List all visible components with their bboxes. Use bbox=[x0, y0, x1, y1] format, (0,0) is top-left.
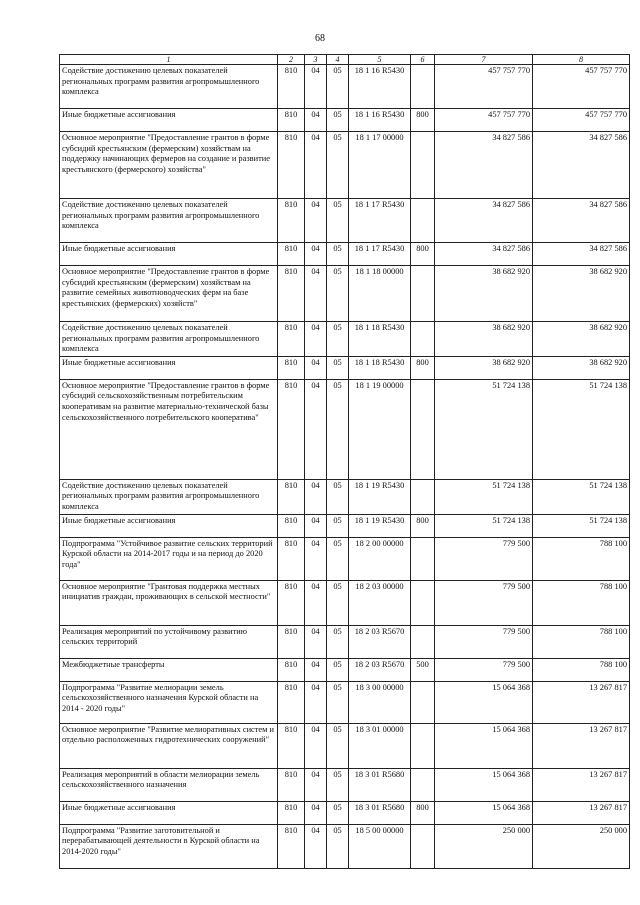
table-row bbox=[60, 132, 630, 199]
section-code: 04 bbox=[305, 356, 327, 379]
row-name: Иные бюджетные ассигнования bbox=[60, 243, 278, 266]
row-name: Содействие достижению целевых показателей региональных программ развития агропромышленного комплекса bbox=[60, 322, 278, 357]
amount-year-2: 13 267 817 bbox=[533, 723, 630, 768]
page-number: 68 bbox=[315, 33, 325, 44]
subsection-code: 05 bbox=[327, 109, 349, 132]
section-code: 04 bbox=[305, 681, 327, 723]
table-row bbox=[60, 109, 630, 132]
target-article-code: 18 1 19 R5430 bbox=[349, 514, 411, 537]
budget-table bbox=[59, 54, 630, 869]
column-header: 4 bbox=[327, 55, 349, 65]
subsection-code: 05 bbox=[327, 625, 349, 658]
amount-year-1: 15 064 368 bbox=[435, 723, 533, 768]
target-article-code: 18 1 19 00000 bbox=[349, 379, 411, 479]
row-name: Иные бюджетные ассигнования bbox=[60, 801, 278, 824]
amount-year-2: 38 682 920 bbox=[533, 266, 630, 322]
amount-year-1: 51 724 138 bbox=[435, 379, 533, 479]
table-row bbox=[60, 514, 630, 537]
target-article-code: 18 1 16 R5430 bbox=[349, 65, 411, 109]
amount-year-2: 457 757 770 bbox=[533, 109, 630, 132]
subsection-code: 05 bbox=[327, 266, 349, 322]
subsection-code: 05 bbox=[327, 801, 349, 824]
row-name: Основное мероприятие "Развитие мелиоративных систем и отдельно расположенных гидротехнических сооружений" bbox=[60, 723, 278, 768]
table-row bbox=[60, 537, 630, 580]
expense-type-code bbox=[411, 322, 435, 357]
expense-type-code bbox=[411, 723, 435, 768]
section-code: 04 bbox=[305, 658, 327, 681]
table-row bbox=[60, 322, 630, 357]
amount-year-1: 34 827 586 bbox=[435, 243, 533, 266]
row-name: Подпрограмма "Развитие заготовительной и перерабатывающей деятельности в Курской области на 2014-2020 годы" bbox=[60, 824, 278, 868]
target-article-code: 18 1 18 R5430 bbox=[349, 356, 411, 379]
row-name: Иные бюджетные ассигнования bbox=[60, 109, 278, 132]
amount-year-2: 788 100 bbox=[533, 625, 630, 658]
target-article-code: 18 1 17 00000 bbox=[349, 132, 411, 199]
table-row bbox=[60, 379, 630, 479]
section-code: 04 bbox=[305, 132, 327, 199]
ministry-code: 810 bbox=[278, 580, 305, 625]
expense-type-code: 500 bbox=[411, 658, 435, 681]
amount-year-1: 779 500 bbox=[435, 537, 533, 580]
ministry-code: 810 bbox=[278, 479, 305, 514]
subsection-code: 05 bbox=[327, 356, 349, 379]
row-name: Межбюджетные трансферты bbox=[60, 658, 278, 681]
row-name: Содействие достижению целевых показателей региональных программ развития агропромышленного комплекса bbox=[60, 479, 278, 514]
section-code: 04 bbox=[305, 266, 327, 322]
amount-year-1: 779 500 bbox=[435, 580, 533, 625]
subsection-code: 05 bbox=[327, 824, 349, 868]
amount-year-2: 457 757 770 bbox=[533, 65, 630, 109]
expense-type-code bbox=[411, 824, 435, 868]
section-code: 04 bbox=[305, 322, 327, 357]
expense-type-code bbox=[411, 65, 435, 109]
amount-year-1: 34 827 586 bbox=[435, 199, 533, 243]
amount-year-2: 13 267 817 bbox=[533, 801, 630, 824]
amount-year-1: 457 757 770 bbox=[435, 65, 533, 109]
section-code: 04 bbox=[305, 109, 327, 132]
row-name: Основное мероприятие "Предоставление грантов в форме субсидий крестьянским (фермерским) хозяйствам на развитие семейных животноводческих ферм на базе крестьянских (фермерских) хозяйств" bbox=[60, 266, 278, 322]
expense-type-code: 800 bbox=[411, 243, 435, 266]
amount-year-1: 38 682 920 bbox=[435, 266, 533, 322]
table-row bbox=[60, 824, 630, 868]
target-article-code: 18 1 16 R5430 bbox=[349, 109, 411, 132]
ministry-code: 810 bbox=[278, 65, 305, 109]
ministry-code: 810 bbox=[278, 801, 305, 824]
amount-year-1: 779 500 bbox=[435, 658, 533, 681]
target-article-code: 18 2 03 R5670 bbox=[349, 625, 411, 658]
expense-type-code bbox=[411, 681, 435, 723]
table-row bbox=[60, 65, 630, 109]
table-row bbox=[60, 625, 630, 658]
target-article-code: 18 1 17 R5430 bbox=[349, 243, 411, 266]
section-code: 04 bbox=[305, 379, 327, 479]
ministry-code: 810 bbox=[278, 658, 305, 681]
ministry-code: 810 bbox=[278, 109, 305, 132]
row-name: Реализация мероприятий по устойчивому развитию сельских территорий bbox=[60, 625, 278, 658]
section-code: 04 bbox=[305, 723, 327, 768]
table-row bbox=[60, 199, 630, 243]
amount-year-2: 250 000 bbox=[533, 824, 630, 868]
row-name: Основное мероприятие "Предоставление грантов в форме субсидий крестьянским (фермерским) хозяйствам на поддержку начинающих фермеров на создание и развитие крестьянского (фермерского) хозяйства" bbox=[60, 132, 278, 199]
amount-year-2: 788 100 bbox=[533, 537, 630, 580]
amount-year-1: 51 724 138 bbox=[435, 479, 533, 514]
column-header: 7 bbox=[435, 55, 533, 65]
ministry-code: 810 bbox=[278, 537, 305, 580]
section-code: 04 bbox=[305, 514, 327, 537]
subsection-code: 05 bbox=[327, 580, 349, 625]
ministry-code: 810 bbox=[278, 723, 305, 768]
subsection-code: 05 bbox=[327, 65, 349, 109]
table-row bbox=[60, 243, 630, 266]
row-name: Подпрограмма "Устойчивое развитие сельских территорий Курской области на 2014-2017 годы и на период до 2020 года" bbox=[60, 537, 278, 580]
table-row bbox=[60, 266, 630, 322]
amount-year-2: 13 267 817 bbox=[533, 681, 630, 723]
amount-year-2: 38 682 920 bbox=[533, 322, 630, 357]
target-article-code: 18 1 18 00000 bbox=[349, 266, 411, 322]
expense-type-code bbox=[411, 266, 435, 322]
table-body bbox=[60, 65, 630, 869]
subsection-code: 05 bbox=[327, 243, 349, 266]
target-article-code: 18 3 01 R5680 bbox=[349, 768, 411, 801]
amount-year-1: 15 064 368 bbox=[435, 681, 533, 723]
expense-type-code: 800 bbox=[411, 356, 435, 379]
ministry-code: 810 bbox=[278, 514, 305, 537]
amount-year-2: 34 827 586 bbox=[533, 243, 630, 266]
section-code: 04 bbox=[305, 199, 327, 243]
section-code: 04 bbox=[305, 537, 327, 580]
section-code: 04 bbox=[305, 243, 327, 266]
section-code: 04 bbox=[305, 801, 327, 824]
target-article-code: 18 3 00 00000 bbox=[349, 681, 411, 723]
ministry-code: 810 bbox=[278, 199, 305, 243]
column-header: 1 bbox=[60, 55, 278, 65]
expense-type-code bbox=[411, 625, 435, 658]
section-code: 04 bbox=[305, 479, 327, 514]
subsection-code: 05 bbox=[327, 132, 349, 199]
subsection-code: 05 bbox=[327, 514, 349, 537]
amount-year-1: 457 757 770 bbox=[435, 109, 533, 132]
table-row bbox=[60, 479, 630, 514]
amount-year-2: 34 827 586 bbox=[533, 199, 630, 243]
row-name: Реализация мероприятий в области мелиорации земель сельскохозяйственного назначения bbox=[60, 768, 278, 801]
amount-year-2: 51 724 138 bbox=[533, 379, 630, 479]
row-name: Основное мероприятие "Грантовая поддержка местных инициатив граждан, проживающих в сельской местности" bbox=[60, 580, 278, 625]
expense-type-code bbox=[411, 199, 435, 243]
subsection-code: 05 bbox=[327, 537, 349, 580]
section-code: 04 bbox=[305, 625, 327, 658]
amount-year-1: 38 682 920 bbox=[435, 356, 533, 379]
column-header: 2 bbox=[278, 55, 305, 65]
section-code: 04 bbox=[305, 768, 327, 801]
target-article-code: 18 3 01 00000 bbox=[349, 723, 411, 768]
target-article-code: 18 5 00 00000 bbox=[349, 824, 411, 868]
table-row bbox=[60, 580, 630, 625]
table-row bbox=[60, 681, 630, 723]
target-article-code: 18 2 03 R5670 bbox=[349, 658, 411, 681]
expense-type-code bbox=[411, 479, 435, 514]
amount-year-2: 788 100 bbox=[533, 658, 630, 681]
table-row bbox=[60, 658, 630, 681]
column-header: 3 bbox=[305, 55, 327, 65]
row-name: Иные бюджетные ассигнования bbox=[60, 356, 278, 379]
ministry-code: 810 bbox=[278, 768, 305, 801]
table-row bbox=[60, 723, 630, 768]
ministry-code: 810 bbox=[278, 322, 305, 357]
subsection-code: 05 bbox=[327, 723, 349, 768]
amount-year-2: 788 100 bbox=[533, 580, 630, 625]
column-header: 5 bbox=[349, 55, 411, 65]
amount-year-1: 15 064 368 bbox=[435, 768, 533, 801]
amount-year-2: 51 724 138 bbox=[533, 479, 630, 514]
amount-year-1: 38 682 920 bbox=[435, 322, 533, 357]
subsection-code: 05 bbox=[327, 322, 349, 357]
expense-type-code bbox=[411, 537, 435, 580]
table-header-row bbox=[60, 55, 630, 65]
amount-year-1: 15 064 368 bbox=[435, 801, 533, 824]
subsection-code: 05 bbox=[327, 479, 349, 514]
amount-year-2: 13 267 817 bbox=[533, 768, 630, 801]
expense-type-code: 800 bbox=[411, 514, 435, 537]
amount-year-1: 250 000 bbox=[435, 824, 533, 868]
subsection-code: 05 bbox=[327, 681, 349, 723]
expense-type-code bbox=[411, 132, 435, 199]
amount-year-2: 38 682 920 bbox=[533, 356, 630, 379]
ministry-code: 810 bbox=[278, 379, 305, 479]
ministry-code: 810 bbox=[278, 625, 305, 658]
subsection-code: 05 bbox=[327, 658, 349, 681]
row-name: Содействие достижению целевых показателей региональных программ развития агропромышленного комплекса bbox=[60, 199, 278, 243]
subsection-code: 05 bbox=[327, 199, 349, 243]
amount-year-2: 34 827 586 bbox=[533, 132, 630, 199]
table-row bbox=[60, 356, 630, 379]
column-header: 8 bbox=[533, 55, 630, 65]
target-article-code: 18 3 01 R5680 bbox=[349, 801, 411, 824]
target-article-code: 18 1 19 R5430 bbox=[349, 479, 411, 514]
row-name: Содействие достижению целевых показателей региональных программ развития агропромышленного комплекса bbox=[60, 65, 278, 109]
row-name: Иные бюджетные ассигнования bbox=[60, 514, 278, 537]
section-code: 04 bbox=[305, 65, 327, 109]
ministry-code: 810 bbox=[278, 824, 305, 868]
table-row bbox=[60, 801, 630, 824]
subsection-code: 05 bbox=[327, 379, 349, 479]
ministry-code: 810 bbox=[278, 266, 305, 322]
expense-type-code bbox=[411, 379, 435, 479]
section-code: 04 bbox=[305, 824, 327, 868]
amount-year-2: 51 724 138 bbox=[533, 514, 630, 537]
table-row bbox=[60, 768, 630, 801]
target-article-code: 18 1 17 R5430 bbox=[349, 199, 411, 243]
target-article-code: 18 1 18 R5430 bbox=[349, 322, 411, 357]
amount-year-1: 34 827 586 bbox=[435, 132, 533, 199]
expense-type-code bbox=[411, 580, 435, 625]
target-article-code: 18 2 00 00000 bbox=[349, 537, 411, 580]
expense-type-code: 800 bbox=[411, 109, 435, 132]
ministry-code: 810 bbox=[278, 356, 305, 379]
target-article-code: 18 2 03 00000 bbox=[349, 580, 411, 625]
expense-type-code bbox=[411, 768, 435, 801]
section-code: 04 bbox=[305, 580, 327, 625]
column-header: 6 bbox=[411, 55, 435, 65]
row-name: Основное мероприятие "Предоставление грантов в форме субсидий сельскохозяйственным потребительским кооперативам на развитие материально-технической базы сельскохозяйственного потребительского кооператива" bbox=[60, 379, 278, 479]
expense-type-code: 800 bbox=[411, 801, 435, 824]
ministry-code: 810 bbox=[278, 132, 305, 199]
subsection-code: 05 bbox=[327, 768, 349, 801]
amount-year-1: 51 724 138 bbox=[435, 514, 533, 537]
row-name: Подпрограмма "Развитие мелиорации земель сельскохозяйственного назначения Курской области на 2014 - 2020 годы" bbox=[60, 681, 278, 723]
ministry-code: 810 bbox=[278, 243, 305, 266]
amount-year-1: 779 500 bbox=[435, 625, 533, 658]
ministry-code: 810 bbox=[278, 681, 305, 723]
